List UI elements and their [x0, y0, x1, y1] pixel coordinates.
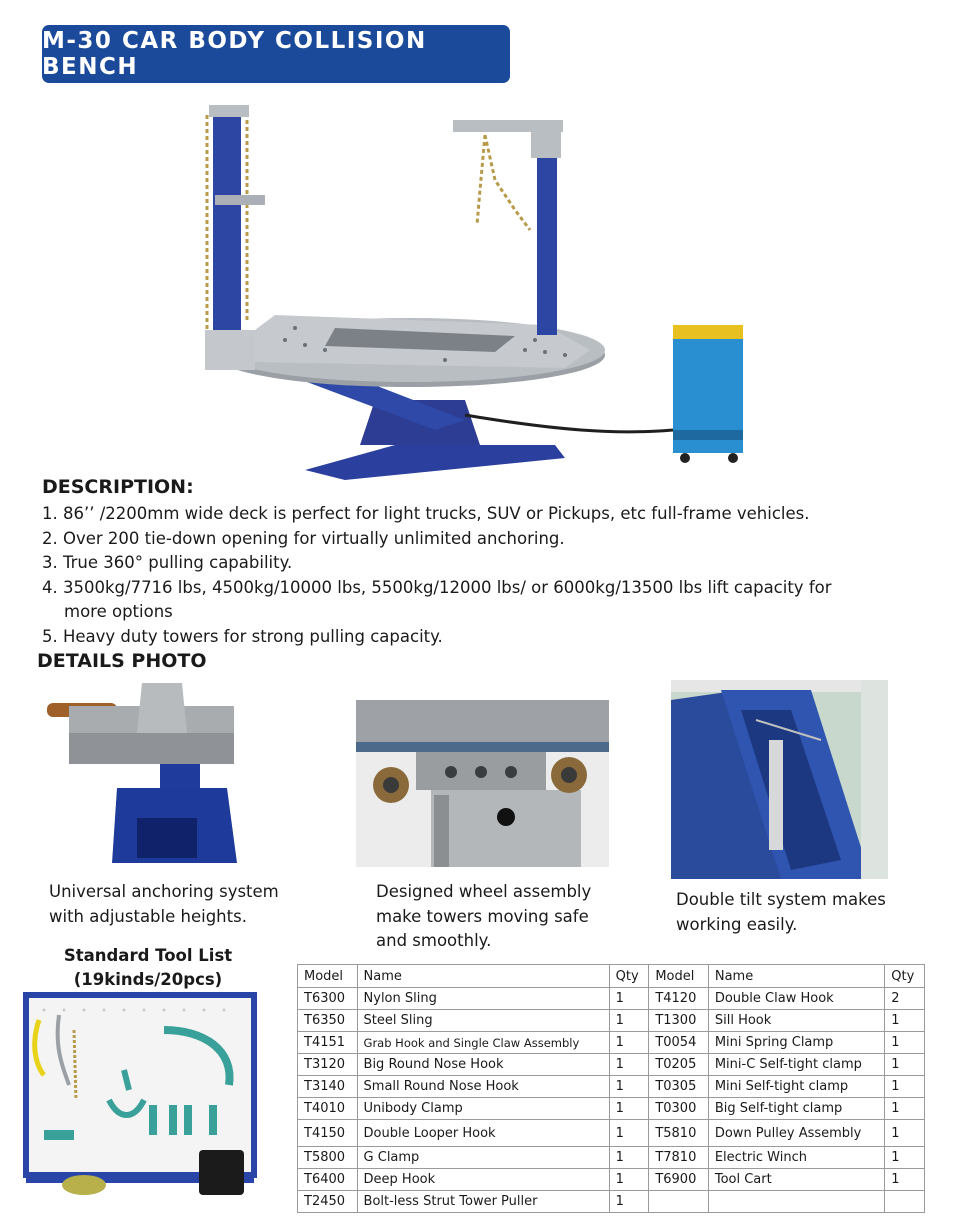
table-row: [298, 1032, 925, 1054]
page-title: M-30 CAR BODY COLLISION BENCH: [42, 28, 427, 80]
cell: T4150: [298, 1120, 358, 1147]
cell: G Clamp: [357, 1147, 609, 1169]
cell: 1: [609, 988, 649, 1010]
description-item: 4. 3500kg/7716 lbs, 4500kg/10000 lbs, 5500kg/12000 lbs/ or 6000kg/13500 lbs lift capacity for: [42, 577, 832, 597]
col-qty: Qty: [609, 965, 649, 988]
page-title-banner: [42, 25, 510, 83]
table-row: [298, 1191, 925, 1213]
table-row: [298, 1076, 925, 1098]
description-item-continuation: more options: [64, 602, 173, 622]
tool-list-title: Standard Tool List (19kinds/20pcs): [63, 946, 233, 989]
cell: T4010: [298, 1098, 358, 1120]
cell: Electric Winch: [708, 1147, 884, 1169]
description-item: 3. True 360° pulling capability.: [42, 553, 293, 573]
cell: 1: [609, 1076, 649, 1098]
cell: Sill Hook: [708, 1010, 884, 1032]
cell: T1300: [649, 1010, 709, 1032]
cell: 1: [885, 1010, 925, 1032]
cell: Mini Spring Clamp: [708, 1032, 884, 1054]
cell: T6300: [298, 988, 358, 1010]
collision-bench-image: [195, 100, 765, 480]
cell: 1: [885, 1076, 925, 1098]
caption-anchoring: Universal anchoring system with adjustable heights.: [49, 882, 279, 926]
cell: Tool Cart: [708, 1169, 884, 1191]
cell: Down Pulley Assembly: [708, 1120, 884, 1147]
cell: 1: [885, 1032, 925, 1054]
tool-list-table: [297, 964, 925, 1213]
tool-board-image: [14, 990, 266, 1200]
description-item: 5. Heavy duty towers for strong pulling capacity.: [42, 626, 443, 646]
caption-double-tilt: Double tilt system makes working easily.: [676, 890, 886, 934]
cell: Mini Self-tight clamp: [708, 1076, 884, 1098]
col-name: Name: [708, 965, 884, 988]
cell: 1: [609, 1010, 649, 1032]
cell: T6900: [649, 1169, 709, 1191]
table-header-row: [298, 965, 925, 988]
col-model: Model: [649, 965, 709, 988]
cell: 1: [609, 1191, 649, 1213]
cell: Big Self-tight clamp: [708, 1098, 884, 1120]
double-tilt-photo: [671, 680, 888, 879]
cell: 1: [885, 1120, 925, 1147]
cell: 1: [885, 1147, 925, 1169]
cell: Big Round Nose Hook: [357, 1054, 609, 1076]
cell: 1: [885, 1054, 925, 1076]
table-row: [298, 988, 925, 1010]
cell: T4151: [298, 1032, 358, 1054]
cell: T5800: [298, 1147, 358, 1169]
table-row: [298, 1010, 925, 1032]
cell: Bolt-less Strut Tower Puller: [357, 1191, 609, 1213]
description-list: [42, 502, 922, 650]
table-row: [298, 1169, 925, 1191]
table-row: [298, 1098, 925, 1120]
description-item: 2. Over 200 tie-down opening for virtually unlimited anchoring.: [42, 528, 565, 548]
cell: 1: [609, 1054, 649, 1076]
cell: 2: [885, 988, 925, 1010]
caption-wheel-assembly: Designed wheel assembly make towers moving safe and smoothly.: [376, 882, 592, 950]
cell: 1: [609, 1147, 649, 1169]
cell: 1: [885, 1169, 925, 1191]
cell: Grab Hook and Single Claw Assembly: [357, 1032, 609, 1054]
cell: Mini-C Self-tight clamp: [708, 1054, 884, 1076]
cell: Double Claw Hook: [708, 988, 884, 1010]
cell: T4120: [649, 988, 709, 1010]
table-row: [298, 1147, 925, 1169]
cell: T5810: [649, 1120, 709, 1147]
cell: Double Looper Hook: [357, 1120, 609, 1147]
cell: Deep Hook: [357, 1169, 609, 1191]
wheel-assembly-photo: [356, 700, 609, 867]
col-name: Name: [357, 965, 609, 988]
cell: Steel Sling: [357, 1010, 609, 1032]
cell: T6400: [298, 1169, 358, 1191]
cell: [885, 1191, 925, 1213]
col-qty: Qty: [885, 965, 925, 988]
cell: 1: [609, 1120, 649, 1147]
cell: T0205: [649, 1054, 709, 1076]
cell: T7810: [649, 1147, 709, 1169]
cell: T3120: [298, 1054, 358, 1076]
description-item: 1. 86’’ /2200mm wide deck is perfect for light trucks, SUV or Pickups, etc full-frame vehicles.: [42, 504, 810, 523]
cell: 1: [885, 1098, 925, 1120]
cell: [708, 1191, 884, 1213]
table-row: [298, 1054, 925, 1076]
cell: T3140: [298, 1076, 358, 1098]
cell: 1: [609, 1169, 649, 1191]
cell: T0305: [649, 1076, 709, 1098]
cell: T6350: [298, 1010, 358, 1032]
col-model: Model: [298, 965, 358, 988]
cell: Small Round Nose Hook: [357, 1076, 609, 1098]
cell: T2450: [298, 1191, 358, 1213]
description-heading: DESCRIPTION:: [42, 476, 194, 498]
cell: T0054: [649, 1032, 709, 1054]
details-heading: DETAILS PHOTO: [37, 650, 207, 672]
cell: Nylon Sling: [357, 988, 609, 1010]
cell: 1: [609, 1032, 649, 1054]
cell: T0300: [649, 1098, 709, 1120]
cell: 1: [609, 1098, 649, 1120]
anchoring-system-photo: [42, 678, 242, 868]
cell: Unibody Clamp: [357, 1098, 609, 1120]
table-row: [298, 1120, 925, 1147]
cell: [649, 1191, 709, 1213]
